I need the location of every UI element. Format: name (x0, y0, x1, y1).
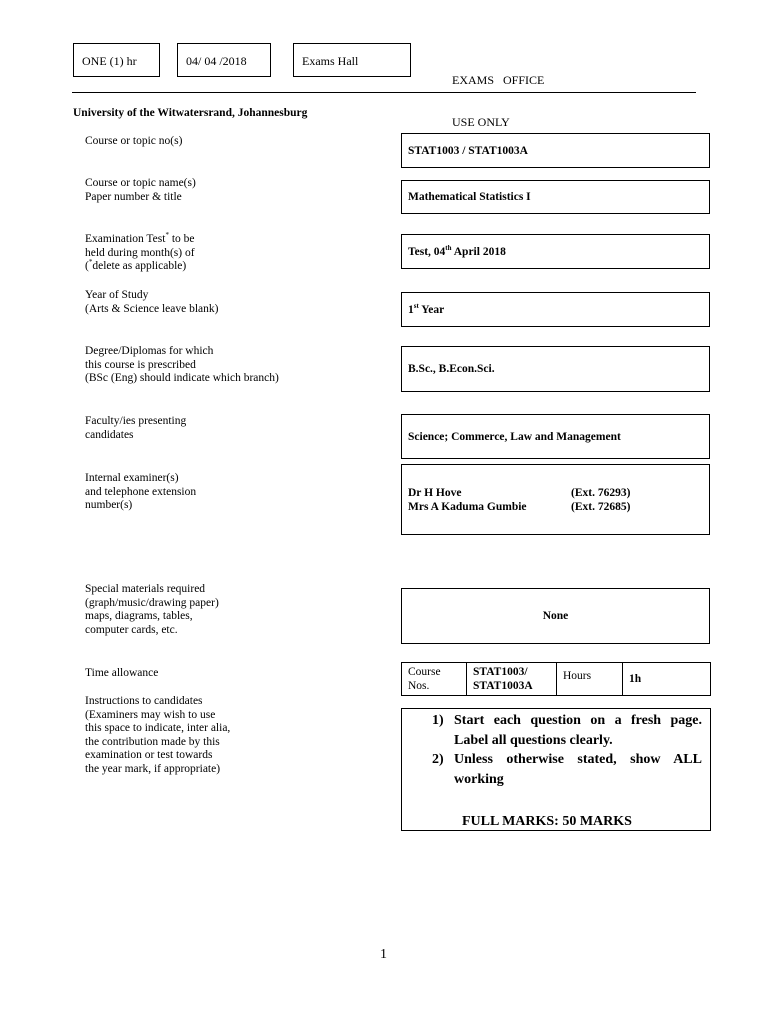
university-name: University of the Witwatersrand, Johannesburg (73, 107, 308, 119)
course-name-value: Mathematical Statistics I (408, 191, 531, 203)
degree-field (401, 346, 710, 392)
page-number: 1 (380, 947, 387, 962)
year-label: Year of Study (Arts & Science leave blank) (85, 289, 219, 315)
date-box (177, 43, 271, 77)
examiner-ext: (Ext. 72685) (571, 500, 631, 513)
exam-field (401, 234, 710, 269)
materials-value: None (542, 610, 569, 622)
header-divider (72, 92, 696, 93)
examiner-row (408, 501, 709, 515)
instructions-box (401, 708, 711, 831)
time-allowance-label: Time allowance (85, 667, 159, 679)
course-nos-value-cell: STAT1003/ STAT1003A (467, 663, 557, 696)
examiners-label: Internal examiner(s) and telephone extension number(s) (85, 472, 197, 511)
instruction-item: 2) Unless otherwise stated, show ALL working (432, 752, 702, 787)
faculty-value: Science; Commerce, Law and Management (408, 430, 621, 443)
exams-office-use-only (452, 45, 544, 143)
duration-text: ONE (1) hr (82, 54, 137, 68)
full-marks: FULL MARKS: 50 MARKS (462, 814, 632, 829)
exam-value: Test, 04th April 2018 (408, 243, 506, 258)
course-no-field (401, 133, 710, 168)
date-text: 04/ 04 /2018 (186, 54, 247, 68)
course-name-field (401, 180, 710, 214)
venue-text: Exams Hall (302, 54, 359, 68)
degree-label: Degree/Diplomas for which this course is prescribed (BSc (Eng) should indicate which branch) (85, 345, 279, 384)
examiner-name: Dr H Hove (408, 487, 462, 499)
office-use-line1: EXAMS OFFICE (452, 73, 545, 87)
instruction-item: 1) Start each question on a fresh page. Label all questions clearly. (432, 713, 702, 748)
hours-label-cell: Hours (557, 663, 623, 696)
materials-label: Special materials required (graph/music/drawing paper) maps, diagrams, tables, computer cards, etc. (85, 583, 219, 636)
exam-label: Examination Test* to be held during month(s) of (*delete as applicable) (85, 231, 195, 272)
examiners-field (401, 464, 710, 535)
faculty-field (401, 414, 710, 459)
year-field (401, 292, 710, 327)
materials-field (401, 588, 710, 644)
instructions-label: Instructions to candidates (Examiners may wish to use this space to indicate, inter alia, the contribution made by this examination or test towards the year mark, if appropriate) (85, 695, 231, 775)
course-name-label: Course or topic name(s) Paper number & title (85, 177, 196, 203)
office-use-line2: USE ONLY (452, 115, 510, 129)
course-no-label: Course or topic no(s) (85, 135, 183, 147)
examiner-row (408, 487, 709, 501)
year-value: 1st Year (408, 301, 445, 316)
examiner-name: Mrs A Kaduma Gumbie (408, 500, 527, 513)
examiner-ext: (Ext. 76293) (571, 487, 631, 499)
degree-value: B.Sc., B.Econ.Sci. (408, 363, 495, 375)
course-nos-label-cell: Course Nos. (402, 663, 467, 696)
faculty-label: Faculty/ies presenting candidates (85, 415, 187, 441)
course-no-value: STAT1003 / STAT1003A (408, 144, 528, 157)
duration-box (73, 43, 160, 77)
venue-box (293, 43, 411, 77)
hours-value-cell: 1h (623, 663, 711, 696)
time-allowance-table (401, 662, 711, 696)
